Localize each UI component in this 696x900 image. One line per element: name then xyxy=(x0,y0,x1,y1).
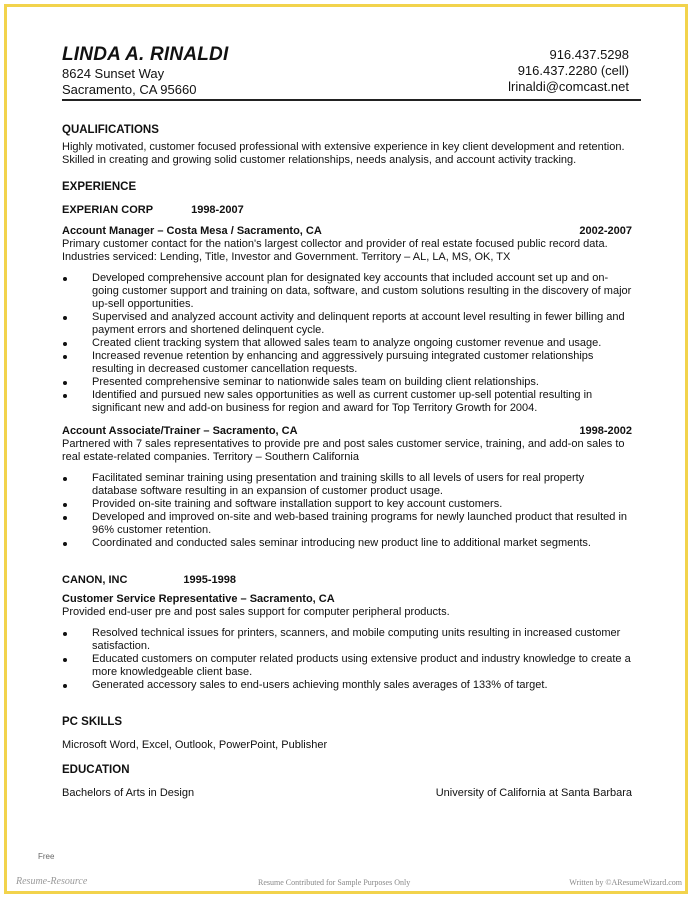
address-line-1: 8624 Sunset Way xyxy=(62,66,165,81)
resume-resource-logo: Resume-Resource xyxy=(16,876,88,887)
company-experian xyxy=(62,204,632,217)
bullet-item: Supervised and analyzed account activity and delinquent reports at account level resulting in fewer billing and payment errors and shortened delinquent cycle. xyxy=(62,311,632,337)
qualifications-text: Highly motivated, customer focused professional with extensive experience in key client development and retention. Skilled in creating and growing solid customer relationships, needs analysis, and account activity tracking. xyxy=(62,141,625,166)
free-mark: Free xyxy=(38,852,55,861)
email[interactable]: lrinaldi@comcast.net xyxy=(508,79,629,94)
header-rule xyxy=(62,99,641,101)
role-title: Customer Service Representative – Sacramento, CA xyxy=(62,593,335,605)
footer-credit: Written by ©AResumeWizard.com xyxy=(569,878,682,887)
resume-body xyxy=(62,124,632,800)
candidate-name: LINDA A. RINALDI xyxy=(62,44,229,65)
role-bullets xyxy=(62,627,632,692)
role-bullets xyxy=(62,472,632,550)
pc-skills-text: Microsoft Word, Excel, Outlook, PowerPoint, Publisher xyxy=(62,739,328,751)
bullet-item: Presented comprehensive seminar to nationwide sales team on building client relationships. xyxy=(62,376,632,389)
role-summary: Provided end-user pre and post sales support for computer peripheral products. xyxy=(62,606,450,618)
company-years: 1998-2007 xyxy=(191,204,244,216)
bullet-item: Coordinated and conducted sales seminar introducing new product line to additional market segments. xyxy=(62,537,632,550)
cell-phone: 916.437.2280 (cell) xyxy=(517,63,629,78)
role-years: 1998-2002 xyxy=(579,425,632,437)
company-years: 1995-1998 xyxy=(183,574,236,586)
company-name: EXPERIAN CORP xyxy=(62,204,154,216)
role-account-associate xyxy=(62,425,632,438)
bullet-item: Developed and improved on-site and web-based training programs for newly launched product that resulted in 96% customer retention. xyxy=(62,511,632,537)
role-title: Account Manager – Costa Mesa / Sacramento, CA xyxy=(62,225,322,237)
bullet-item: Identified and pursued new sales opportunities as well as current customer up-sell potential resulting in significant new and add-on business for region and award for Top Territory Growth for 2004. xyxy=(62,389,632,415)
role-account-manager xyxy=(62,225,632,238)
role-bullets xyxy=(62,272,632,415)
footer xyxy=(10,876,686,890)
qualifications-heading: QUALIFICATIONS xyxy=(62,124,159,136)
address-line-2: Sacramento, CA 95660 xyxy=(62,82,197,97)
role-title: Account Associate/Trainer – Sacramento, CA xyxy=(62,425,298,437)
education-row xyxy=(62,787,632,800)
role-summary: Partnered with 7 sales representatives to provide pre and post sales customer service, training, and add-on sales to real estate-related companies. Territory – Southern California xyxy=(62,438,625,463)
education-heading: EDUCATION xyxy=(62,764,130,776)
pc-skills-heading: PC SKILLS xyxy=(62,716,123,728)
role-customer-service xyxy=(62,593,632,606)
footer-disclaimer: Resume Contributed for Sample Purposes Only xyxy=(258,878,411,887)
bullet-item: Increased revenue retention by enhancing and aggressively pursuing integrated customer relationships resulting in decreased customer cancellation requests. xyxy=(62,350,632,376)
bullet-item: Created client tracking system that allowed sales team to analyze ongoing customer revenue and usage. xyxy=(62,337,632,350)
bullet-item: Resolved technical issues for printers, scanners, and mobile computing units resulting in increased customer satisfaction. xyxy=(62,627,632,653)
bullet-item: Educated customers on computer related products using extensive product and industry knowledge to create a more knowledgeable client base. xyxy=(62,653,632,679)
bullet-item: Provided on-site training and software installation support to key account customers. xyxy=(62,498,632,511)
phone: 916.437.5298 xyxy=(549,47,629,62)
experience-heading: EXPERIENCE xyxy=(62,181,137,193)
degree: Bachelors of Arts in Design xyxy=(62,787,195,799)
role-summary: Primary customer contact for the nation's largest collector and provider of real estate focused public record data. Industries serviced: Lending, Title, Investor and Government. Territory – AL, LA, MS, OK, TX xyxy=(62,238,608,263)
bullet-item: Developed comprehensive account plan for designated key accounts that included account set up and on-going customer support and training on data, software, and custom solutions resulting in the discovery of major up-sell opportunities. xyxy=(62,272,632,311)
role-years: 2002-2007 xyxy=(579,225,632,237)
company-name: CANON, INC xyxy=(62,574,128,586)
bullet-item: Generated accessory sales to end-users achieving monthly sales averages of 133% of target. xyxy=(62,679,632,692)
bullet-item: Facilitated seminar training using presentation and training skills to all levels of users for real property database software resulting in an expansion of customer product usage. xyxy=(62,472,632,498)
company-canon xyxy=(62,574,632,587)
school: University of California at Santa Barbara xyxy=(435,787,632,799)
